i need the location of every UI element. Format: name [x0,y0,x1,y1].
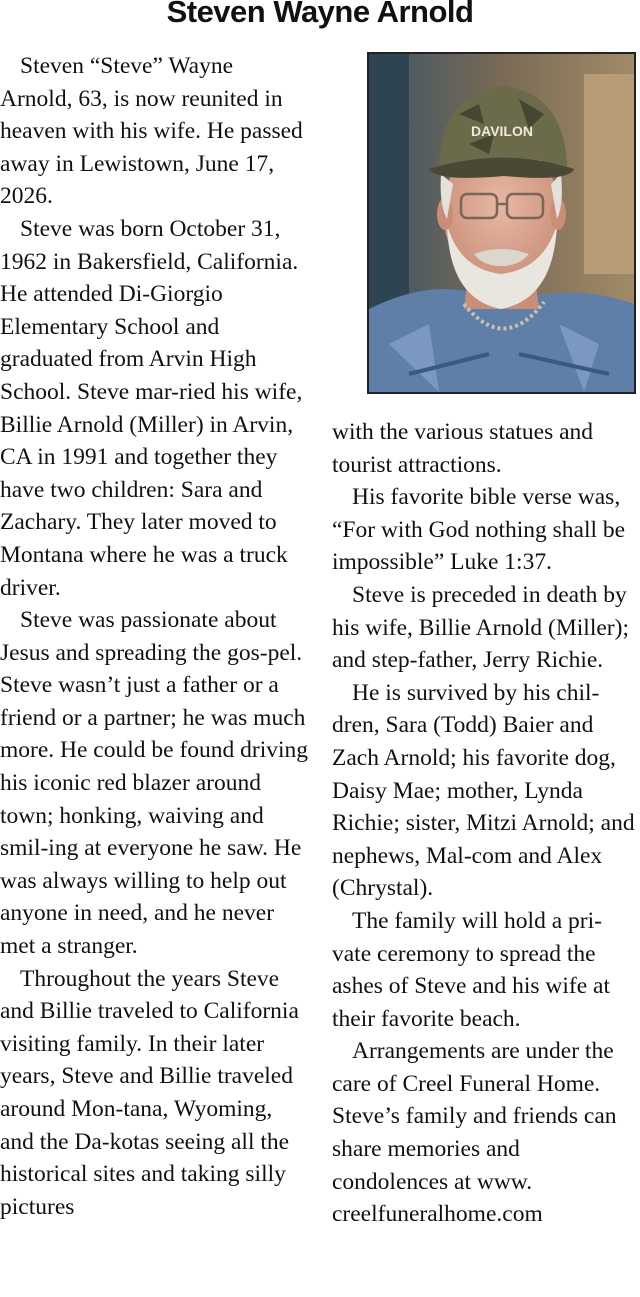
paragraph-preceded: Steve is preceded in death by his wife, Billie Arnold (Miller); and step-father, Jerry Richie. [332,581,629,674]
paragraph-bible-verse: His favorite bible verse was, “For with God nothing shall be impossible” Luke 1:37. [332,484,626,576]
paragraph-survived: He is survived by his chil-dren, Sara (Todd) Baier and Zach Arnold; his favorite dog, Daisy Mae; mother, Lynda Richie; sister, Mitzi Arnold; and nephews, Mal-com and Alex (Chrystal). [332,679,635,902]
paragraph-travels-continued: with the various statues and tourist attractions. [332,419,594,478]
paragraph-ceremony: The family will hold a pri-vate ceremony to spread the ashes of Steve and his wife at their favorite beach. [332,907,611,1032]
cap-logo-text: DAVILON [471,123,533,139]
left-column [0,50,310,1223]
portrait-photo [367,52,636,394]
paragraph-intro: Steven “Steve” Wayne Arnold, 63, is now reunited in heaven with his wife. He passed away in Lewistown, June 17, 2026. [0,53,303,210]
paragraph-birth: Steve was born October 31, 1962 in Bakersfield, California. He attended Di-Giorgio Elementary School and graduated from Arvin High School. Steve mar-ried his wife, Billie Arnold (Miller) in Arvin, CA in 1991 and together they have two children: Sara and Zachary. They later moved to Montana where he was a truck driver. [0,215,303,601]
paragraph-arrangements: Arrangements are under the care of Creel Funeral Home. Steve’s family and friends can share memories and condolences at www. creelfuneralhome.com [332,1038,617,1228]
obituary-title: Steven Wayne Arnold [166,0,474,29]
portrait-illustration [369,54,634,392]
right-column [332,416,640,1231]
paragraph-character: Steve was passionate about Jesus and spreading the gos-pel. Steve wasn’t just a father or a friend or a partner; he was much more. He could be found driving his iconic red blazer around town; honking, waiving and smil-ing at everyone he saw. He was always willing to help out anyone in need, and he never met a stranger. [0,607,309,960]
paragraph-travels: Throughout the years Steve and Billie traveled to California visiting family. In their later years, Steve and Billie traveled around Mon-tana, Wyoming, and the Da-kotas seeing all the historical sites and taking silly pictures [0,965,299,1220]
